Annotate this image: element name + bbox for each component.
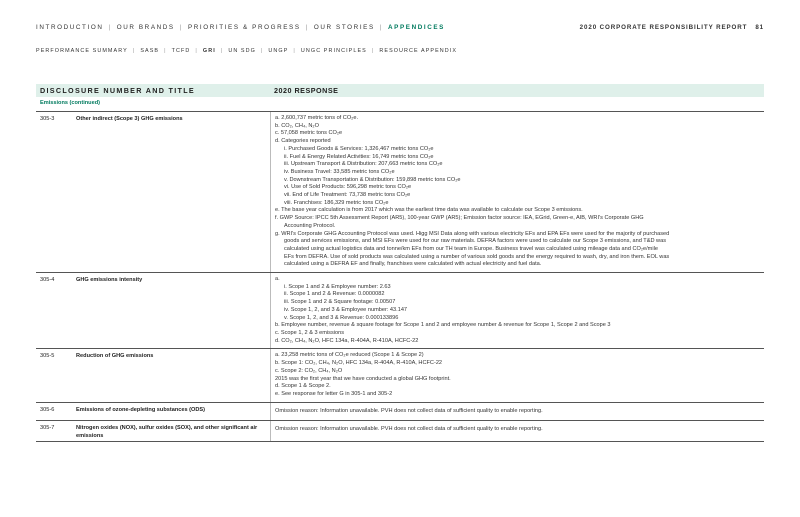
subnav-link-performance-summary[interactable]: PERFORMANCE SUMMARY <box>36 48 128 54</box>
nav-link-introduction[interactable]: INTRODUCTION <box>36 24 104 31</box>
disclosure-response <box>270 421 764 440</box>
response-line: v. Downstream Transportation & Distribution: 159,898 metric tons CO₂e <box>284 176 461 183</box>
response-line: d. Categories reported <box>275 138 331 145</box>
disclosure-response <box>270 273 764 348</box>
subnav-link-tcfd[interactable]: TCFD <box>171 48 191 54</box>
report-header <box>580 24 764 31</box>
response-line: 2015 was the first year that we have conducted a global GHG footprint. <box>275 375 451 382</box>
response-line: b. Scope 1: CO₂, CH₄, N₂O, HFC 134a, R-404A, R-410A, HCFC-22 <box>275 360 443 367</box>
disclosure-title: Other indirect (Scope 3) GHG emissions <box>76 116 183 122</box>
table-body <box>36 112 764 442</box>
response-line: calculated using actual logistics data and tonne/km EFs from our TH team in Europe. Business travel was calculated using mileage data and CO₂e/mile <box>284 245 658 252</box>
response-line: iii. Upstream Transport & Distribution: 207,663 metric tons CO₂e <box>284 161 443 168</box>
nav-separator: | <box>305 24 309 31</box>
col-header-disclosure: DISCLOSURE NUMBER AND TITLE <box>40 86 196 95</box>
response-line: i. Scope 1 and 2 & Employee number: 2.63 <box>284 283 391 290</box>
response-line: Omission reason: Information unavailable. PVH does not collect data of sufficient quality to enable reporting. <box>275 407 543 414</box>
response-line: d. Scope 1 & Scope 2. <box>275 383 331 390</box>
nav-link-priorities-progress[interactable]: PRIORITIES & PROGRESS <box>187 24 301 31</box>
page-number: 81 <box>755 24 764 31</box>
response-line: i. Purchased Goods & Services: 1,326,467 metric tons CO₂e <box>284 145 434 152</box>
response-line: a. 23,258 metric tons of CO₂e reduced (Scope 1 & Scope 2) <box>275 352 424 359</box>
response-line: c. Scope 1, 2 & 3 emissions <box>275 329 345 336</box>
disclosure-row-305-6 <box>36 403 764 422</box>
disclosure-number: 305-4 <box>40 277 55 284</box>
response-line: f. GWP Source: IPCC 5th Assessment Report (AR5), 100-year GWP (AR5); Emission factor source: IEA, EGrid, Green-e, AIB, WRI's Corporate GHG <box>275 215 644 222</box>
nav-separator: | <box>108 24 112 31</box>
response-line: iii. Scope 1 and 2 & Square footage: 0.00507 <box>284 299 396 306</box>
response-line: vi. Use of Sold Products: 596,298 metric tons CO₂e <box>284 184 412 191</box>
subnav-separator: | <box>220 48 224 54</box>
subnav-link-ungp[interactable]: UNGP <box>268 48 289 54</box>
nav-link-our-stories[interactable]: OUR STORIES <box>313 24 375 31</box>
sub-navigation <box>36 48 457 54</box>
disclosure-title: Reduction of GHG emissions <box>76 353 154 360</box>
response-line: vii. End of Life Treatment: 73,738 metric tons CO₂e <box>284 192 411 199</box>
disclosure-number: 305-6 <box>40 406 55 413</box>
top-navigation <box>36 24 445 31</box>
subnav-link-resource-appendix[interactable]: RESOURCE APPENDIX <box>379 48 458 54</box>
response-line: d. CO₂, CH₄, N₂O, HFC 134a, R-404A, R-410A, HCFC-22 <box>275 337 419 344</box>
disclosure-title: Emissions of ozone-depleting substances (ODS) <box>76 406 205 413</box>
disclosure-row-305-4 <box>36 273 764 349</box>
table-header <box>36 84 764 97</box>
nav-link-our-brands[interactable]: OUR BRANDS <box>116 24 175 31</box>
subnav-separator: | <box>164 48 167 54</box>
subnav-link-ungc-principles[interactable]: UNGC PRINCIPLES <box>300 48 367 54</box>
response-line: Accounting Protocol. <box>284 222 336 229</box>
response-line: viii. Franchises: 186,329 metric tons CO₂e <box>284 199 389 206</box>
disclosure-title: GHG emissions intensity <box>76 277 143 284</box>
subnav-separator: | <box>195 48 198 54</box>
response-line: a. <box>275 276 280 283</box>
response-line: g. WRI's Corporate GHG Accounting Protocol was used. Higg MSI Data along with various electricity EFs and EPA EFs were used for the majority of purchased <box>275 230 670 237</box>
response-line: c. Scope 2: CO₂, CH₄, N₂O <box>275 367 343 374</box>
disclosure-number: 305-5 <box>40 353 55 360</box>
nav-link-appendices[interactable]: APPENDICES <box>388 24 445 31</box>
disclosure-title: Nitrogen oxides (NOX), sulfur oxides (SOX), and other significant air emissions <box>76 425 258 439</box>
disclosure-number: 305-3 <box>40 116 55 122</box>
response-line: e. The base year calculation is from 2017 which was the earliest time data was available to calculate our Scope 3 emissions. <box>275 207 583 214</box>
response-line: ii. Fuel & Energy Related Activities: 16,749 metric tons CO₂e <box>284 153 434 160</box>
col-header-response: 2020 RESPONSE <box>274 86 339 95</box>
response-line: b. Employee number, revenue & square footage for Scope 1 and 2 and employee number & revenue for Scope 1, Scope 2 and Scope 3 <box>275 322 611 329</box>
disclosure-row-305-3 <box>36 112 764 273</box>
subnav-link-un-sdg[interactable]: UN SDG <box>228 48 256 54</box>
response-line: v. Scope 1, 2, and 3 & Revenue: 0.000133896 <box>284 314 399 321</box>
subnav-link-sasb[interactable]: SASB <box>140 48 160 54</box>
response-line: Omission reason: Information unavailable. PVH does not collect data of sufficient quality to enable reporting. <box>275 426 543 433</box>
gri-disclosure-table <box>36 84 764 442</box>
response-line: c. 57,058 metric tons CO₂e <box>275 130 343 137</box>
response-line: e. See response for letter G in 305-1 and 305-2 <box>275 390 393 397</box>
nav-separator: | <box>379 24 384 31</box>
subnav-separator: | <box>371 48 375 54</box>
disclosure-response <box>270 349 764 401</box>
response-line: calculated using a DEFRA EF and finally, franchises were calculated with actual electricity and fuel data. <box>284 261 542 268</box>
response-line: iv. Scope 1, 2, and 3 & Employee number: 43.147 <box>284 306 408 313</box>
disclosure-response <box>270 112 764 272</box>
section-label: Emissions (continued) <box>36 97 764 112</box>
response-line: ii. Scope 1 and 2 & Revenue: 0.0000082 <box>284 291 385 298</box>
disclosure-row-305-5 <box>36 349 764 402</box>
report-title: 2020 CORPORATE RESPONSIBILITY REPORT <box>579 24 748 31</box>
subnav-separator: | <box>260 48 264 54</box>
disclosure-row-305-7 <box>36 421 764 441</box>
response-line: goods and services emissions, and MSI EFs were used for our raw materials. DEFRA factors were used to calculate our Scope 3 emissions, and T&D was <box>284 238 666 245</box>
subnav-separator: | <box>293 48 296 54</box>
response-line: b. CO₂, CH₄, N₂O <box>275 122 319 129</box>
nav-separator: | <box>179 24 183 31</box>
response-line: a. 2,600,737 metric tons of CO₂e. <box>275 115 359 121</box>
disclosure-response <box>270 403 764 421</box>
response-line: EFs from DEFRA. Use of sold products was calculated using a number of various sold goods and the energy required to wash, dry, and iron them. EOL was <box>284 253 670 260</box>
subnav-separator: | <box>132 48 136 54</box>
response-line: iv. Business Travel: 33,585 metric tons CO₂e <box>284 168 395 175</box>
disclosure-number: 305-7 <box>40 425 55 432</box>
subnav-link-gri[interactable]: GRI <box>202 48 216 54</box>
